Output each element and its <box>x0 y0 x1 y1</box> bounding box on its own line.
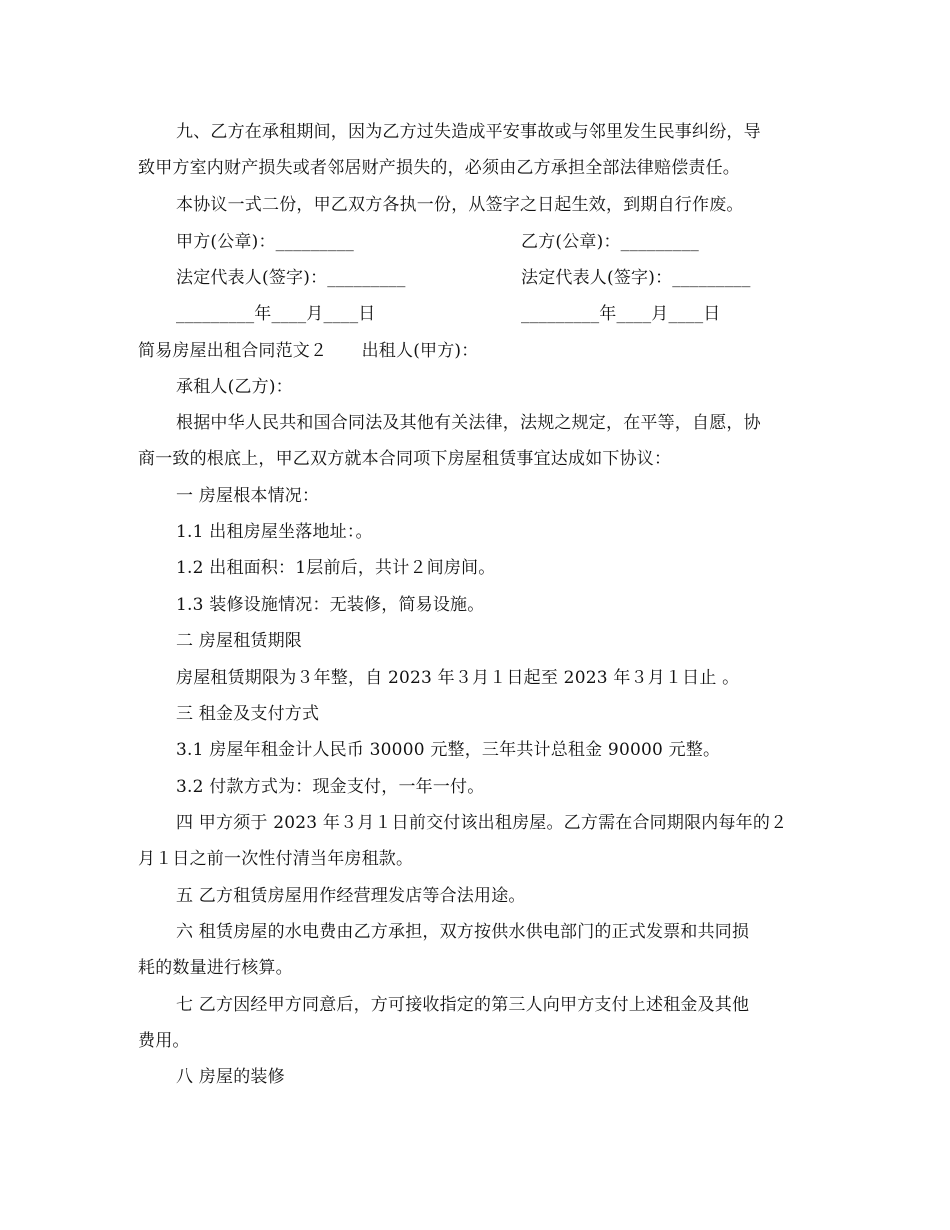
section-7-line-1: 七 乙方因经甲方同意后，方可接收指定的第三人向甲方支付上述租金及其他 <box>176 995 750 1015</box>
section-6-line-1: 六 租赁房屋的水电费由乙方承担，双方按供水供电部门的正式发票和共同损 <box>176 922 750 942</box>
section-1-heading: 一 房屋根本情况： <box>176 486 320 506</box>
party-b-representative-line: 法定代表人(签字)：_________ <box>521 268 751 288</box>
intro-line-1: 根据中华人民共和国合同法及其他有关法律，法规之规定，在平等，自愿，协 <box>176 413 761 433</box>
clause-9-line-1: 九、乙方在承租期间，因为乙方过失造成平安事故或与邻里发生民事纠纷，导 <box>176 122 761 142</box>
agreement-copies-clause: 本协议一式二份，甲乙双方各执一份，从签字之日起生效，到期自行作废。 <box>176 195 744 215</box>
party-b-date-line: _________年____月____日 <box>521 304 721 324</box>
clause-9-line-2: 致甲方室内财产损失或者邻居财产损失的，必须由乙方承担全部法律赔偿责任。 <box>138 158 740 178</box>
section-8-heading: 八 房屋的装修 <box>176 1067 285 1087</box>
party-a-seal-line: 甲方(公章)：_________ <box>176 232 354 252</box>
clause-1-3: 1.3 装修设施情况：无装修，简易设施。 <box>176 595 485 615</box>
section-2-body: 房屋租赁期限为３年整，自 2023 年３月１日起至 2023 年３月１日止 。 <box>176 668 740 688</box>
clause-1-1: 1.1 出租房屋坐落地址：。 <box>176 522 373 542</box>
clause-1-2: 1.2 出租面积：1层前后，共计２间房间。 <box>176 558 496 578</box>
section-3-heading: 三 租金及支付方式 <box>176 704 320 724</box>
section-4-line-2: 月１日之前一次性付清当年房租款。 <box>138 849 414 869</box>
section-2-heading: 二 房屋租赁期限 <box>176 631 303 651</box>
intro-line-2: 商一致的根底上，甲乙双方就本合同项下房屋租赁事宜达成如下协议： <box>138 449 672 469</box>
section-7-line-2: 费用。 <box>138 1031 190 1051</box>
clause-3-2: 3.2 付款方式为：现金支付，一年一付。 <box>176 777 485 797</box>
section-4-line-1: 四 甲方须于 2023 年３月１日前交付该出租房屋。乙方需在合同期限内每年的２ <box>176 813 788 833</box>
party-b-seal-line: 乙方(公章)：_________ <box>521 232 699 252</box>
clause-3-1: 3.1 房屋年租金计人民币 30000 元整，三年共计总租金 90000 元整。 <box>176 740 721 760</box>
party-a-representative-line: 法定代表人(签字)：_________ <box>176 268 406 288</box>
section-6-line-2: 耗的数量进行核算。 <box>138 958 293 978</box>
lessee-line: 承租人(乙方)： <box>176 377 293 397</box>
section-5: 五 乙方租赁房屋用作经营理发店等合法用途。 <box>176 886 526 906</box>
party-a-date-line: _________年____月____日 <box>176 304 376 324</box>
contract-2-title: 简易房屋出租合同范文２ 出租人(甲方)： <box>138 341 479 361</box>
